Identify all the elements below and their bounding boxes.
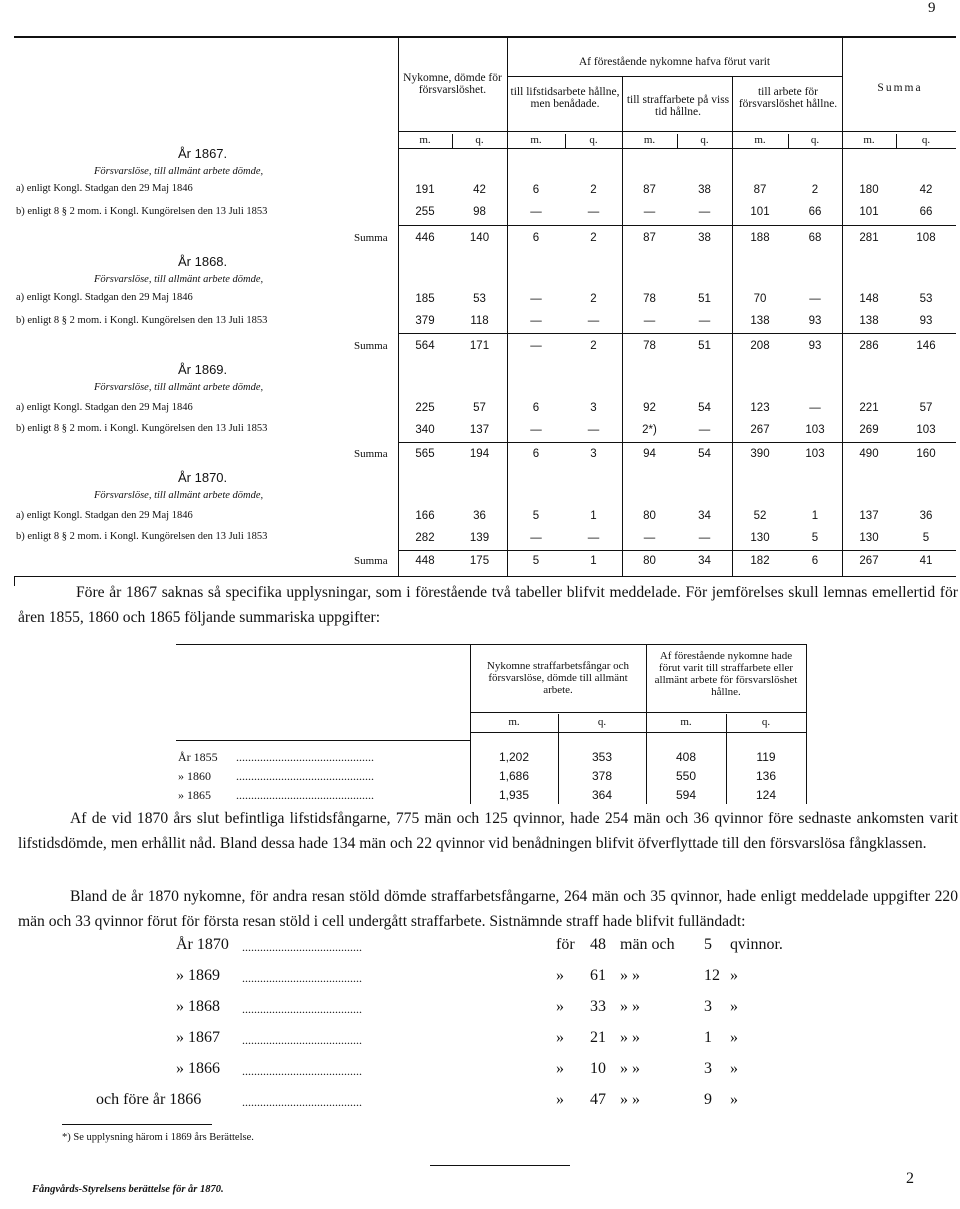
table-cell: 564 bbox=[415, 340, 435, 352]
table-cell: 54 bbox=[698, 402, 711, 414]
table-cell: 6 bbox=[811, 555, 819, 567]
list-men-unit: » » bbox=[620, 998, 640, 1015]
table-cell: — bbox=[809, 293, 821, 305]
table-cell: 80 bbox=[643, 510, 656, 522]
table-cell: 340 bbox=[415, 424, 435, 436]
table-cell: 221 bbox=[859, 402, 879, 414]
table-cell: 93 bbox=[808, 340, 822, 352]
table-cell: 6 bbox=[532, 448, 540, 460]
table-cell: 208 bbox=[750, 340, 770, 352]
table-cell: 93 bbox=[808, 315, 822, 327]
row-label: b) enligt 8 § 2 mom. i Kongl. Kungörelsen den 13 Juli 1853 bbox=[16, 206, 268, 217]
year-subtitle: Försvarslöse, till allmänt arbete dömde, bbox=[94, 274, 264, 285]
table-cell: 103 bbox=[805, 424, 825, 436]
table-cell: 446 bbox=[415, 232, 435, 244]
table-cell: — bbox=[809, 402, 821, 414]
table-cell: 38 bbox=[698, 232, 711, 244]
table-cell: 51 bbox=[698, 293, 711, 305]
summary-cell: 119 bbox=[756, 750, 776, 764]
table-cell: 42 bbox=[473, 184, 486, 196]
table-cell: — bbox=[530, 340, 542, 352]
table-cell: 36 bbox=[919, 510, 933, 522]
table-cell: 118 bbox=[470, 315, 489, 327]
table-cell: 93 bbox=[919, 315, 933, 327]
list-men-unit: » » bbox=[620, 1091, 640, 1108]
mq-header: m. bbox=[754, 134, 766, 146]
list-women: 3 bbox=[704, 1060, 712, 1077]
list-men-unit: » » bbox=[620, 967, 640, 984]
table-cell: 94 bbox=[643, 448, 656, 460]
mq-header: m. bbox=[643, 134, 656, 146]
table-cell: 78 bbox=[643, 340, 656, 352]
list-men-unit: män och bbox=[620, 936, 675, 953]
summary-cell: 124 bbox=[755, 788, 777, 802]
summary-cell: 408 bbox=[675, 750, 697, 764]
table-cell: 108 bbox=[916, 232, 936, 244]
list-women: 1 bbox=[704, 1029, 712, 1046]
sum-label: Summa bbox=[354, 340, 388, 352]
summary-cell: 136 bbox=[755, 769, 777, 783]
table-cell: 36 bbox=[473, 510, 486, 522]
list-label: » 1868 bbox=[176, 998, 220, 1015]
table-cell: 194 bbox=[469, 448, 490, 460]
table-cell: 5 bbox=[922, 532, 930, 544]
table-cell: 130 bbox=[750, 532, 770, 544]
dot-leader: ........................................ bbox=[242, 1095, 362, 1109]
summary-row-label: » 1860 bbox=[178, 769, 211, 783]
table-cell: 148 bbox=[859, 293, 879, 305]
list-women-unit: » bbox=[730, 967, 738, 984]
table-cell: — bbox=[698, 315, 711, 327]
table-cell: 2 bbox=[590, 232, 597, 244]
list-men: 10 bbox=[590, 1060, 606, 1077]
list-label: År 1870 bbox=[176, 936, 229, 953]
list-men: 48 bbox=[590, 936, 606, 953]
page-number-top: 9 bbox=[928, 0, 936, 16]
table-cell: 87 bbox=[753, 184, 767, 196]
year-subtitle: Försvarslöse, till allmänt arbete dömde, bbox=[94, 166, 264, 177]
table-cell: 191 bbox=[415, 184, 435, 196]
table-cell: 57 bbox=[919, 402, 933, 414]
header-group: Af förestående nykomne hafva förut varit bbox=[578, 56, 771, 68]
completion-list bbox=[0, 936, 960, 1126]
table-cell: 130 bbox=[859, 532, 879, 544]
summary-col2-header: Af förestående nykomne hade förut varit till straffarbete eller allmänt arbete för försvarslöshet hållne. bbox=[654, 650, 798, 698]
year-subtitle: Försvarslöse, till allmänt arbete dömde, bbox=[94, 382, 264, 393]
table-cell: 490 bbox=[859, 448, 879, 460]
summary-cell: 1,686 bbox=[498, 769, 530, 783]
year-title: År 1868. bbox=[178, 254, 228, 269]
table-cell: 101 bbox=[859, 206, 879, 218]
table-cell: 80 bbox=[643, 555, 656, 567]
list-women-unit: » bbox=[730, 998, 738, 1015]
row-label: a) enligt Kongl. Stadgan den 29 Maj 1846 bbox=[16, 183, 193, 194]
summary-row-label: År 1855 bbox=[178, 750, 218, 764]
list-women: 3 bbox=[704, 998, 712, 1015]
table-cell: 140 bbox=[469, 232, 490, 244]
dot-leader: ........................................ bbox=[242, 1033, 362, 1047]
table-cell: 42 bbox=[919, 184, 933, 196]
table-cell: 1 bbox=[811, 510, 819, 522]
summary-row-label: » 1865 bbox=[178, 788, 211, 802]
paragraph-stold: Bland de år 1870 nykomne, för andra resan stöld dömde straffarbetsfångarne, 264 män och 35 qvinnor, hade enligt meddelade uppgifter 220 män och 33 qvinnor förut för första resan stöld i cell undergått straffarbete. Sistnämnde straff hade blifvit fulländadt: bbox=[18, 888, 958, 930]
table-cell: 171 bbox=[469, 340, 490, 352]
dot-leader: ........................................ bbox=[242, 940, 362, 954]
mq-header: q. bbox=[761, 716, 771, 728]
table-cell: 2 bbox=[590, 184, 597, 196]
list-men: 21 bbox=[590, 1029, 606, 1046]
summary-cell: 1,202 bbox=[498, 750, 530, 764]
table-cell: 379 bbox=[415, 315, 435, 327]
table-cell: 34 bbox=[698, 510, 711, 522]
row-label: b) enligt 8 § 2 mom. i Kongl. Kungörelsen den 13 Juli 1853 bbox=[16, 531, 268, 542]
mq-header: m. bbox=[508, 716, 520, 728]
table-cell: 2 bbox=[590, 293, 597, 305]
mq-header: q. bbox=[589, 134, 598, 146]
table-cell: 53 bbox=[919, 293, 933, 305]
table-cell: 52 bbox=[753, 510, 767, 522]
dot-leader: .............................................. bbox=[236, 788, 374, 802]
table-cell: 390 bbox=[750, 448, 770, 460]
table-cell: 137 bbox=[469, 424, 490, 436]
list-women-unit: » bbox=[730, 1060, 738, 1077]
table-cell: 6 bbox=[532, 402, 540, 414]
mq-header: m. bbox=[530, 134, 542, 146]
table-cell: 66 bbox=[808, 206, 822, 218]
table-cell: — bbox=[587, 424, 600, 436]
table-cell: 282 bbox=[415, 532, 435, 544]
header-col-nykomne: Nykomne, dömde för försvarslöshet. bbox=[403, 72, 502, 96]
table-cell: 138 bbox=[859, 315, 879, 327]
table-cell: — bbox=[698, 424, 711, 436]
list-men: 33 bbox=[590, 998, 606, 1015]
table-cell: 87 bbox=[643, 184, 656, 196]
summary-cell: 353 bbox=[591, 750, 613, 764]
table-cell: 78 bbox=[643, 293, 656, 305]
list-women-unit: qvinnor. bbox=[730, 936, 783, 953]
table-cell: 123 bbox=[750, 402, 770, 414]
mq-header: m. bbox=[419, 134, 431, 146]
list-label: » 1866 bbox=[176, 1060, 220, 1077]
summary-col1-header: Nykomne straffarbetsfångar och försvarslöse, dömde till allmänt arbete. bbox=[486, 660, 630, 696]
summary-cell: 364 bbox=[591, 788, 613, 802]
table-cell: 70 bbox=[753, 293, 767, 305]
table-cell: 6 bbox=[532, 184, 540, 196]
list-women: 12 bbox=[704, 967, 720, 984]
list-label: och före år 1866 bbox=[96, 1091, 202, 1108]
table-cell: 2*) bbox=[642, 424, 657, 436]
table-cell: 166 bbox=[415, 510, 435, 522]
table-cell: — bbox=[698, 206, 711, 218]
list-prefix: » bbox=[556, 1029, 564, 1046]
table-cell: 98 bbox=[473, 206, 486, 218]
list-men: 61 bbox=[590, 967, 606, 984]
table-cell: 54 bbox=[698, 448, 711, 460]
mq-header: q. bbox=[475, 134, 484, 146]
summary-cell: 550 bbox=[675, 769, 697, 783]
list-women: 5 bbox=[704, 936, 712, 953]
table-cell: 68 bbox=[808, 232, 822, 244]
table-cell: — bbox=[643, 206, 656, 218]
summary-table bbox=[176, 644, 806, 804]
table-cell: 2 bbox=[590, 340, 597, 352]
header-col-forsvarsloshet: till arbete för försvarslöshet hållne. bbox=[738, 86, 838, 110]
list-prefix: för bbox=[556, 936, 575, 953]
year-subtitle: Försvarslöse, till allmänt arbete dömde, bbox=[94, 490, 264, 501]
table-cell: 3 bbox=[590, 402, 597, 414]
table-cell: — bbox=[643, 315, 656, 327]
dot-leader: ........................................ bbox=[242, 1064, 362, 1078]
table-cell: 5 bbox=[811, 532, 819, 544]
table-cell: 182 bbox=[750, 555, 770, 567]
table-cell: 160 bbox=[916, 448, 936, 460]
table-cell: 137 bbox=[859, 510, 879, 522]
list-men-unit: » » bbox=[620, 1060, 640, 1077]
header-col-lifstid: till lifstidsarbete hållne, men benådade. bbox=[510, 86, 620, 110]
row-label: a) enligt Kongl. Stadgan den 29 Maj 1846 bbox=[16, 292, 193, 303]
table-cell: 188 bbox=[750, 232, 770, 244]
list-label: » 1869 bbox=[176, 967, 220, 984]
list-prefix: » bbox=[556, 1060, 564, 1077]
page-number-bottom: 2 bbox=[906, 1170, 914, 1187]
sum-label: Summa bbox=[354, 555, 388, 567]
table-cell: 5 bbox=[532, 510, 540, 522]
table-cell: — bbox=[587, 206, 600, 218]
table-cell: 1 bbox=[590, 555, 597, 567]
table-cell: — bbox=[530, 206, 542, 218]
header-col-straffarbete: till straffarbete på viss tid hållne. bbox=[626, 94, 730, 118]
year-title: År 1870. bbox=[178, 470, 228, 485]
dot-leader: .............................................. bbox=[236, 750, 374, 764]
table-cell: 565 bbox=[415, 448, 435, 460]
table-cell: 34 bbox=[698, 555, 711, 567]
mq-header: q. bbox=[597, 716, 607, 728]
list-prefix: » bbox=[556, 998, 564, 1015]
dot-leader: ........................................ bbox=[242, 971, 362, 985]
table-cell: — bbox=[587, 532, 600, 544]
table-cell: 286 bbox=[859, 340, 879, 352]
table-cell: 448 bbox=[415, 555, 435, 567]
table-cell: — bbox=[698, 532, 711, 544]
table-cell: 53 bbox=[473, 293, 486, 305]
table-cell: 103 bbox=[805, 448, 825, 460]
table-cell: — bbox=[643, 532, 656, 544]
table-cell: 3 bbox=[590, 448, 597, 460]
table-cell: 146 bbox=[916, 340, 936, 352]
list-women-unit: » bbox=[730, 1091, 738, 1108]
table-cell: 92 bbox=[643, 402, 656, 414]
table-cell: 185 bbox=[415, 293, 435, 305]
table-cell: 1 bbox=[590, 510, 597, 522]
table-cell: 6 bbox=[532, 232, 540, 244]
table-cell: 101 bbox=[750, 206, 770, 218]
mq-header: q. bbox=[921, 134, 931, 146]
list-prefix: » bbox=[556, 1091, 564, 1108]
summary-cell: 594 bbox=[675, 788, 697, 802]
footnote: *) Se upplysning härom i 1869 års Berättelse. bbox=[62, 1132, 254, 1143]
table-cell: 225 bbox=[415, 402, 435, 414]
table-cell: 57 bbox=[473, 402, 486, 414]
list-women-unit: » bbox=[730, 1029, 738, 1046]
table-cell: 66 bbox=[919, 206, 933, 218]
table-cell: 2 bbox=[811, 184, 819, 196]
list-men-unit: » » bbox=[620, 1029, 640, 1046]
table-cell: 139 bbox=[469, 532, 490, 544]
table-cell: — bbox=[587, 315, 600, 327]
mq-header: m. bbox=[680, 716, 692, 728]
table-cell: 255 bbox=[415, 206, 435, 218]
table-cell: 267 bbox=[859, 555, 879, 567]
row-label: a) enligt Kongl. Stadgan den 29 Maj 1846 bbox=[16, 510, 193, 521]
paragraph-intro: Före år 1867 saknas så specifika upplysningar, som i förestående två tabeller blifvit meddelade. För jemförelses skull lemnas emellertid för åren 1855, 1860 och 1865 följande summariska uppgifter: bbox=[18, 584, 958, 626]
table-cell: 103 bbox=[916, 424, 936, 436]
year-title: År 1869. bbox=[178, 362, 228, 377]
summary-cell: 378 bbox=[591, 769, 613, 783]
table-cell: 5 bbox=[532, 555, 540, 567]
table-cell: 180 bbox=[859, 184, 879, 196]
table-cell: — bbox=[530, 532, 542, 544]
year-title: År 1867. bbox=[178, 146, 228, 161]
row-label: b) enligt 8 § 2 mom. i Kongl. Kungörelsen den 13 Juli 1853 bbox=[16, 315, 268, 326]
table-cell: — bbox=[530, 315, 542, 327]
table-cell: 281 bbox=[859, 232, 879, 244]
table-cell: 41 bbox=[919, 555, 933, 567]
sum-label: Summa bbox=[354, 448, 388, 460]
table-cell: — bbox=[530, 424, 542, 436]
table-cell: 87 bbox=[643, 232, 656, 244]
table-cell: 51 bbox=[698, 340, 711, 352]
list-men: 47 bbox=[590, 1091, 606, 1108]
table-cell: 138 bbox=[750, 315, 770, 327]
list-women: 9 bbox=[704, 1091, 712, 1108]
table-cell: 38 bbox=[698, 184, 711, 196]
row-label: b) enligt 8 § 2 mom. i Kongl. Kungörelsen den 13 Juli 1853 bbox=[16, 423, 268, 434]
sum-label: Summa bbox=[354, 232, 388, 244]
mq-header: m. bbox=[863, 134, 875, 146]
row-label: a) enligt Kongl. Stadgan den 29 Maj 1846 bbox=[16, 402, 193, 413]
dot-leader: .............................................. bbox=[236, 769, 374, 783]
list-prefix: » bbox=[556, 967, 564, 984]
footer-title: Fångvårds-Styrelsens berättelse för år 1870. bbox=[32, 1184, 224, 1195]
list-label: » 1867 bbox=[176, 1029, 220, 1046]
header-col-summa: Summa bbox=[877, 82, 923, 94]
summary-cell: 1,935 bbox=[498, 788, 530, 802]
mq-header: q. bbox=[700, 134, 709, 146]
table-cell: 175 bbox=[469, 555, 490, 567]
mq-header: q. bbox=[810, 134, 820, 146]
dot-leader: ........................................ bbox=[242, 1002, 362, 1016]
table-cell: — bbox=[530, 293, 542, 305]
table-cell: 267 bbox=[750, 424, 770, 436]
paragraph-lifstid: Af de vid 1870 års slut befintliga lifstidsfångarne, 775 män och 125 qvinnor, hade 254 män och 36 qvinnor före sednaste ankomsten varit lifstidsdömde, men erhållit nåd. Bland dessa hade 134 män och 22 qvinnor vid benådningen blifvit öfverflyttade till den försvarslösa fångklassen. bbox=[18, 810, 958, 852]
table-cell: 269 bbox=[859, 424, 879, 436]
